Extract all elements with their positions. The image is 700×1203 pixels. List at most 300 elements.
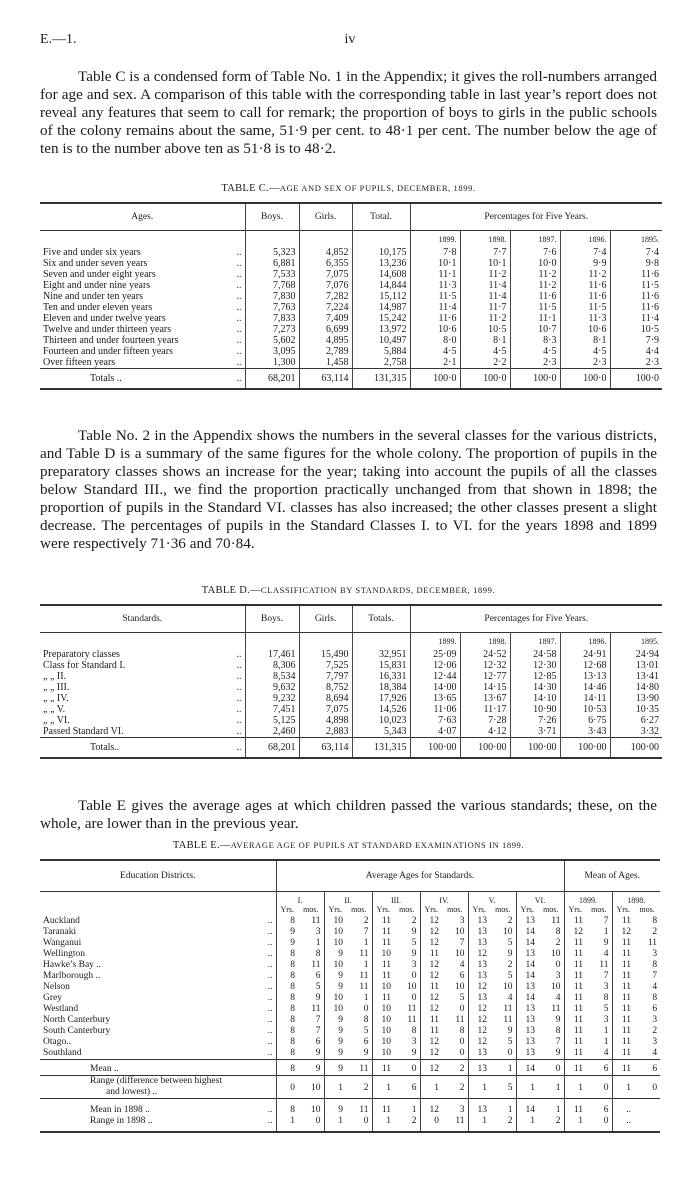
table-c-header-percentages: Percentages for Five Years. [484,211,589,222]
years-value: 12 [429,1105,439,1115]
year-label: 1895. [641,637,660,646]
years-value: 10 [333,993,343,1003]
months-value: 0 [442,1004,468,1015]
percentage-value: 7·4 [645,247,660,258]
caption-prefix: TABLE E.— [172,840,231,851]
years-value: 11 [621,960,632,970]
standard-group-label: 1899. [564,892,612,906]
percentage-value: 11·5 [410,291,460,302]
header-reference: E.—1. [40,32,77,47]
months-value: 10 [442,982,468,993]
months-value: 11 [346,1099,372,1117]
row-label-text: Otago.. [43,1037,71,1047]
row-label [40,302,245,313]
table-c-caption [40,183,657,194]
years-value: 13 [525,1026,535,1036]
years-value: 11 [621,1015,632,1025]
leader-dots: .. [236,291,242,302]
years-value: 11 [381,916,391,926]
years-value: 11 [621,1026,632,1036]
months-value: 11 [298,1004,324,1015]
months-value: 11 [346,1060,372,1076]
paragraph-table-e-intro: Table E gives the average ages at which children passed the various standards; these, on the whole, are lower than in the previous year. [40,797,657,832]
range-row [40,1076,660,1099]
leader-dots: .. [236,704,242,715]
caption-title: CLASSIFICATION BY STANDARDS, DECEMBER, 1899. [260,585,496,595]
years-value: 11 [573,1015,584,1025]
percentage-value: 4·07 [410,726,460,738]
months-value: 3 [394,1037,420,1048]
years-value: 8 [290,982,295,992]
years-value: 1 [338,1083,343,1093]
row-label-text: Five and under six years [43,247,141,258]
table-row [40,993,660,1004]
percentage-total: 100·0 [460,369,510,390]
row-label [40,693,245,704]
percentage-value: 14·10 [510,693,560,704]
years-value: 10 [333,916,343,926]
girls-value: 15,490 [299,647,352,660]
percentage-total: 100·00 [510,738,560,759]
percentage-value: 11·6 [510,291,560,302]
leader-dots: .. [236,649,242,660]
percentage-value: 10·35 [635,704,660,715]
leader-dots: .. [236,693,242,704]
months-value: 9 [538,1015,564,1026]
total-value: 10,023 [352,715,410,726]
row-label-text: Seven and under eight years [43,269,156,280]
percentage-value: 11·2 [510,269,560,280]
years-value: 1 [530,1116,535,1126]
years-value: 8 [290,1064,295,1074]
years-value: 11 [573,916,584,926]
boys-value: 7,273 [245,324,299,335]
years-value: 11 [621,1037,632,1047]
months-value: 8 [586,993,612,1004]
months-value: 8 [394,1026,420,1037]
year-header-row [40,231,662,246]
standard-group-label: V. [468,892,516,906]
months-value: 9 [394,1048,420,1060]
boys-value: 7,763 [245,302,299,313]
year-label: 1896. [560,633,610,648]
months-value: 4 [442,960,468,971]
blank-cell [299,633,352,648]
months-unit-label: mos. [538,905,564,914]
table-e-header-average-ages: Average Ages for Standards. [276,860,564,892]
girls-value: 8,752 [299,682,352,693]
table-row [40,346,662,357]
years-value: 11 [621,971,632,981]
total-value: 5,884 [352,346,410,357]
months-value: 8 [538,927,564,938]
years-value: 1 [434,1083,439,1093]
years-value: 10 [333,938,343,948]
months-value: 2 [442,1076,468,1099]
months-value: 8 [538,1026,564,1037]
months-value: 2 [490,960,516,971]
months-value: 5 [490,938,516,949]
months-value: 5 [394,938,420,949]
years-value: 11 [621,949,632,959]
table-c-header-total: Total. [352,203,410,231]
years-value: 1 [626,1083,632,1093]
months-value: 3 [394,960,420,971]
years-value: 11 [429,1026,439,1036]
girls-value: 2,883 [299,726,352,738]
months-value: 0 [652,1083,658,1093]
percentage-value: 9·8 [645,258,660,269]
row-label [40,1116,276,1132]
months-unit-label: mos. [442,905,468,914]
months-value: 8 [652,993,658,1003]
months-unit-label: mos. [346,905,372,914]
years-value: 14 [525,927,535,937]
percentage-value: 10·1 [410,258,460,269]
row-label [40,927,276,938]
percentage-value: 2·2 [460,357,510,369]
caption-title: AVERAGE AGE OF PUPILS AT STANDARD EXAMINATIONS IN 1899. [230,840,525,850]
percentage-value: 11·3 [560,313,610,324]
percentage-value: 10·5 [640,324,660,335]
table-row [40,647,662,660]
percentage-value: 2·3 [510,357,560,369]
years-value: 11 [621,916,632,926]
percentage-value: 3·32 [640,726,660,737]
row-label-text: South Canterbury [43,1026,111,1036]
years-value: 9 [338,1105,343,1115]
months-unit-label: mos. [394,905,420,914]
years-value: 11 [573,949,584,959]
years-value: 11 [621,938,632,948]
months-value: 6 [586,1099,612,1117]
row-label [40,715,245,726]
table-row [40,1004,660,1015]
months-value: 0 [394,1060,420,1076]
years-unit-label: Yrs. [568,905,583,914]
total-value: 10,175 [352,245,410,258]
months-value: 0 [490,1048,516,1060]
years-value: 9 [290,938,295,948]
boys-value: 6,881 [245,258,299,269]
row-label-text: Auckland [43,916,80,926]
months-unit-label: mos. [490,905,516,914]
row-label [40,1026,276,1037]
percentage-value: 11·06 [410,704,460,715]
total-value: 2,758 [352,357,410,369]
months-value: 11 [346,982,372,993]
table-row [40,693,662,704]
row-label-text: „ „ V. [43,704,66,715]
months-value [634,1099,660,1117]
boys-value: 1,300 [245,357,299,369]
grand-total: 131,315 [352,738,410,759]
blank-cell [299,231,352,246]
total-value: 18,384 [352,682,410,693]
months-value: 2 [394,914,420,927]
percentage-value: 7·28 [460,715,510,726]
percentage-value: 12·68 [560,660,610,671]
years-value: 8 [290,1015,295,1025]
years-value: 12 [429,1048,439,1058]
boys-value: 8,534 [245,671,299,682]
percentage-value: 7·4 [560,245,610,258]
months-value: 6 [394,1076,420,1099]
row-label-text: Nine and under ten years [43,291,143,302]
months-value: 1 [298,938,324,949]
months-value: 8 [442,1026,468,1037]
table-row [40,1048,660,1060]
years-value: 0 [434,1116,439,1126]
leader-dots: .. [236,682,242,693]
years-value: 12 [573,927,584,937]
leader-dots: .. [236,726,242,737]
percentage-value: 2·1 [410,357,460,369]
percentage-value: 13·65 [410,693,460,704]
total-value: 13,236 [352,258,410,269]
row-label-text: Thirteen and under fourteen years [43,335,179,346]
percentage-value: 24·52 [460,647,510,660]
months-value: 9 [490,949,516,960]
percentage-value: 4·4 [645,346,660,357]
total-value: 14,608 [352,269,410,280]
years-value: 11 [573,971,584,981]
months-value: 1 [346,993,372,1004]
years-value: 13 [525,916,535,926]
row-label [40,726,245,738]
boys-value: 5,125 [245,715,299,726]
girls-total: 63,114 [299,369,352,390]
total-value: 16,331 [352,671,410,682]
boys-value: 7,533 [245,269,299,280]
months-value: 11 [394,1015,420,1026]
leader-dots: .. [236,335,242,346]
blank-cell [245,633,299,648]
row-label [40,1015,276,1026]
row-label-text: Grey [43,993,62,1003]
years-value: 11 [621,982,632,992]
months-value: 3 [652,1037,658,1047]
years-value: 13 [477,938,487,948]
months-value: 3 [442,914,468,927]
boys-value: 3,095 [245,346,299,357]
years-value: 1 [530,1083,535,1093]
months-value: 0 [538,1060,564,1076]
months-value: 7 [586,971,612,982]
table-row [40,704,662,715]
months-value: 4 [652,982,658,992]
years-value: .. [626,1116,632,1126]
row-label [40,1004,276,1015]
row-label [40,291,245,302]
leader-dots: .. [267,1026,273,1036]
boys-value: 9,632 [245,682,299,693]
table-row [40,1026,660,1037]
table-d-header-totals: Totals. [352,605,410,633]
years-value: 13 [525,949,535,959]
years-value: 14 [525,1105,535,1115]
years-value: 11 [381,1064,391,1074]
row-label [40,960,276,971]
percentage-value: 11·2 [560,269,610,280]
percentage-total: 100·00 [460,738,510,759]
table-row [40,960,660,971]
years-value: 1 [578,1083,584,1093]
months-value: 3 [652,1015,658,1025]
total-value: 15,112 [352,291,410,302]
years-value: 13 [477,1064,487,1074]
years-value: 8 [290,960,295,970]
years-unit-label: Yrs. [280,905,295,914]
years-value: 8 [290,971,295,981]
months-value: 0 [394,993,420,1004]
row-label-text: Wellington [43,949,85,959]
row-label [40,993,276,1004]
table-row [40,682,662,693]
years-value: 9 [338,1064,343,1074]
months-value: 10 [298,1099,324,1117]
years-value: 11 [381,1105,391,1115]
percentage-value: 11·2 [460,269,510,280]
years-value: 13 [525,1048,535,1058]
months-value: 1 [490,1099,516,1117]
months-unit-label: mos. [639,905,655,914]
percentage-value: 13·67 [460,693,510,704]
girls-value: 4,852 [299,245,352,258]
girls-value: 7,525 [299,660,352,671]
percentage-value: 11·5 [510,302,560,313]
years-unit-label: Yrs. [472,905,487,914]
leader-dots: .. [267,949,273,959]
years-value: 11 [573,938,584,948]
girls-value: 7,075 [299,704,352,715]
leader-dots: .. [236,715,242,726]
table-row [40,1037,660,1048]
standard-group-label: II. [324,892,372,906]
table-row [40,914,660,927]
girls-value: 7,224 [299,302,352,313]
months-value: 6 [298,1037,324,1048]
years-value: 8 [290,1105,295,1115]
months-value: 10 [538,982,564,993]
months-value: 4 [490,993,516,1004]
percentage-value: 8·1 [460,335,510,346]
standard-group-label: III. [372,892,420,906]
months-value: 10 [442,927,468,938]
years-value: 12 [477,1026,487,1036]
row-label [40,660,245,671]
years-value: 12 [477,1015,487,1025]
percentage-value: 4·5 [460,346,510,357]
years-value: 12 [429,916,439,926]
months-value: 3 [442,1099,468,1117]
leader-dots: .. [236,346,242,357]
girls-value: 7,797 [299,671,352,682]
leader-dots: .. [236,302,242,313]
years-value: 1 [482,1116,487,1126]
percentage-value: 11·2 [460,313,510,324]
mean-1898-row [40,1099,660,1117]
years-value: 10 [333,960,343,970]
percentage-value: 12·32 [460,660,510,671]
percentage-value: 7·6 [510,245,560,258]
caption-prefix: TABLE C.— [221,183,280,194]
leader-dots: .. [236,671,242,682]
girls-value: 7,075 [299,269,352,280]
page-number: iv [344,32,356,47]
percentage-value: 12·77 [460,671,510,682]
standard-group-label: IV. [420,892,468,906]
percentage-total: 100·0 [635,373,660,384]
leader-dots: .. [267,1048,273,1058]
row-label [40,258,245,269]
percentage-total: 100·00 [560,738,610,759]
girls-value: 7,409 [299,313,352,324]
percentage-value: 14·11 [560,693,610,704]
months-value: 0 [442,1048,468,1060]
percentage-value: 11·4 [460,291,510,302]
years-unit-label: Yrs. [520,905,535,914]
percentage-value: 11·7 [460,302,510,313]
months-value: 3 [586,1015,612,1026]
years-value: 8 [290,1048,295,1058]
table-row [40,1015,660,1026]
years-value: 9 [338,1026,343,1036]
girls-value: 8,694 [299,693,352,704]
years-value: 0 [290,1083,295,1093]
years-value: 8 [290,1004,295,1014]
years-value: 1 [386,1083,391,1093]
months-value: 5 [586,1004,612,1015]
months-value: 6 [586,1060,612,1076]
years-value: 11 [573,1026,584,1036]
percentage-value: 11·1 [510,313,560,324]
table-row [40,715,662,726]
years-value: 10 [381,1037,391,1047]
months-value: 1 [490,1060,516,1076]
years-value: 11 [573,1105,584,1115]
years-value: 11 [573,993,584,1003]
percentage-value: 11·6 [641,291,660,302]
percentage-value: 10·6 [560,324,610,335]
boys-value: 5,602 [245,335,299,346]
table-row [40,949,660,960]
months-value: 1 [346,960,372,971]
years-value: 13 [477,1105,487,1115]
table-row [40,982,660,993]
total-value: 14,526 [352,704,410,715]
years-value: 11 [573,1004,584,1014]
years-value: 13 [477,993,487,1003]
percentage-total: 100·0 [410,369,460,390]
table-row [40,313,662,324]
girls-value: 7,076 [299,280,352,291]
years-value: 12 [429,1064,439,1074]
row-label [40,1037,276,1048]
percentage-value: 13·01 [635,660,660,671]
row-label-text: Totals.. [90,742,120,753]
percentage-total: 100·0 [510,369,560,390]
percentage-value: 3·43 [560,726,610,738]
row-label-text: Marlborough .. [43,971,101,981]
leader-dots: .. [267,1037,273,1047]
years-value: 9 [338,949,343,959]
years-value: 10 [381,949,391,959]
percentage-value: 24·58 [510,647,560,660]
years-value: 11 [429,949,439,959]
row-label-text: Mean .. [90,1064,119,1074]
table-row [40,258,662,269]
